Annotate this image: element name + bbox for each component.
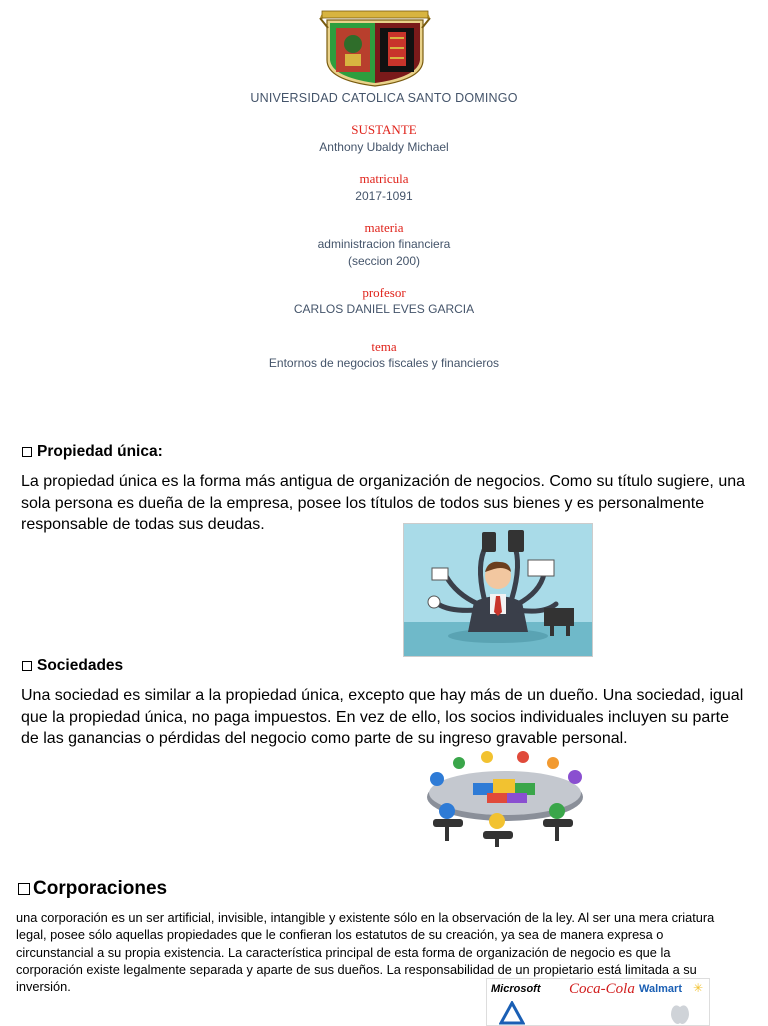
section-text-sociedades: Una sociedad es similar a la propiedad única, excepto que hay más de un dueño. Una sociedad, igual que la propiedad única, no paga impuestos. En vez de ello, los socios individuales incluyen su parte de las ganancias o pérdidas del negocio como parte de su ingreso gravable personal. (21, 687, 744, 747)
corporate-logos-image (486, 978, 710, 1026)
triangle-logo-icon (499, 1001, 525, 1025)
value-tema: Entornos de negocios fiscales y financieros (268, 356, 500, 370)
label-matricula: matricula (359, 171, 409, 186)
logo-walmart: Walmart (639, 983, 682, 995)
walmart-spark-icon: ✳ (693, 981, 704, 995)
checkbox-icon (22, 447, 32, 457)
apple-logo-icon (669, 1001, 691, 1025)
section-text-corporaciones: una corporación es un ser artificial, invisible, intangible y existente sólo en la observación de la ley. Al ser una mera criatura legal, posee sólo aquellas propiedades que le confieran los estatutos de su creación, ya sea de manera expresa o circunstancial a su propia existencia. La característica principal de esta forma de organización de negocio es que la corporación existe legalmente separada y aparte de sus dueños. La responsabilidad de un propietario está limitada a su inversión. (16, 910, 715, 995)
university-name: UNIVERSIDAD CATOLICA SANTO DOMINGO (250, 91, 518, 105)
section-text-propiedad: La propiedad única es la forma más antigua de organización de negocios. Como su título sugiere, una sola persona es dueña de la empresa, posee los títulos de todos sus bienes y es personalmente responsable de todas sus deudas. (21, 473, 746, 533)
checkbox-icon (22, 661, 32, 671)
section-heading-sociedades (22, 657, 123, 675)
label-tema: tema (371, 339, 397, 354)
label-profesor: profesor (362, 285, 406, 300)
label-materia: materia (364, 220, 404, 235)
section-heading-corporaciones (18, 878, 167, 900)
logo-microsoft: Microsoft (491, 983, 541, 995)
multitasking-businessman-image (403, 523, 593, 657)
value-sustante: Anthony Ubaldy Michael (319, 140, 449, 154)
section-heading-text: Sociedades (37, 657, 124, 674)
logo-coca-cola: Coca-Cola (569, 981, 635, 997)
value-materia: administracion financiera (317, 237, 451, 251)
label-sustante: SUSTANTE (351, 122, 417, 137)
value-profesor: CARLOS DANIEL EVES GARCIA (293, 302, 475, 316)
puzzle-meeting-image (407, 749, 603, 848)
value-matricula: 2017-1091 (355, 189, 413, 203)
section-heading-text: Corporaciones (33, 878, 168, 899)
university-crest (318, 8, 432, 88)
section-heading-text: Propiedad única: (37, 443, 163, 460)
checkbox-icon (18, 883, 30, 895)
section-heading-propiedad (22, 443, 163, 461)
value-materia-section: (seccion 200) (347, 254, 421, 268)
